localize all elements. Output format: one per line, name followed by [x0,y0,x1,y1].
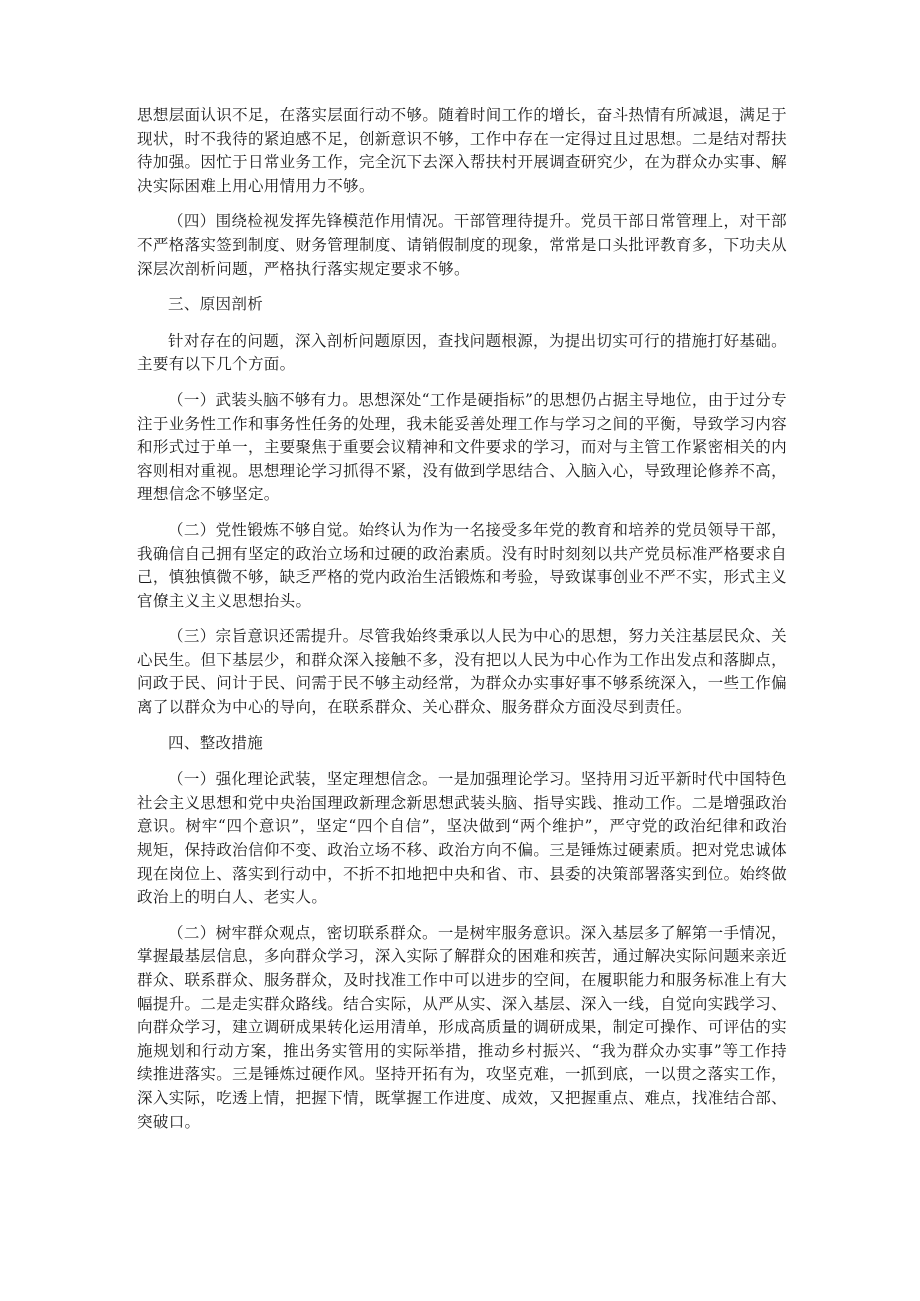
paragraph-section-2-4: （四）围绕检视发挥先锋模范作用情况。干部管理待提升。党员干部日常管理上，对干部不严格落实签到制度、财务管理制度、请销假制度的现象，常常是口头批评教育多，下功夫从深层次剖析问题，严格执行落实规定要求不够。 [137,212,787,278]
paragraph-section-3-3: （三）宗旨意识还需提升。尽管我始终秉承以人民为中心的思想，努力关注基层民众、关心民生。但下基层少，和群众深入接触不多，没有把以人民为中心作为工作出发点和落脚点，问政于民、问计于民、问需于民不够主动经常，为群众办实事好事不够系统深入，一些工作偏离了以群众为中心的导向，在联系群众、关心群众、服务群众方面没尽到责任。 [137,627,787,717]
document-body [137,104,787,1146]
paragraph-section-4-2: （二）树牢群众观点，密切联系群众。一是树牢服务意识。深入基层多了解第一手情况，掌握最基层信息，多向群众学习，深入实际了解群众的困难和疾苦，通过解决实际问题来亲近群众、联系群众、服务群众，及时找准工作中可以进步的空间，在履职能力和服务标准上有大幅提升。二是走实群众路线。结合实际，从严从实、深入基层、深入一线，自觉向实践学习、向群众学习，建立调研成果转化运用清单，形成高质量的调研成果，制定可操作、可评估的实施规划和行动方案，推出务实管用的实际举措，推动乡村振兴、“我为群众办实事”等工作持续推进落实。三是锤炼过硬作风。坚持开拓有为，攻坚克难，一抓到底，一以贯之落实工作，深入实际，吃透上情，把握下情，既掌握工作进度、成效，又把握重点、难点，找准结合部、突破口。 [137,923,787,1131]
paragraph-section-3-1: （一）武装头脑不够有力。思想深处“工作是硬指标”的思想仍占据主导地位，由于过分专注于业务性工作和事务性任务的处理，我未能妥善处理工作与学习之间的平衡，导致学习内容和形式过于单一，主要聚焦于重要会议精神和文件要求的学习，而对与主管工作紧密相关的内容则相对重视。思想理论学习抓得不紧，没有做到学思结合、入脑入心，导致理论修养不高，理想信念不够坚定。 [137,390,787,504]
paragraph-section-3-intro: 针对存在的问题，深入剖析问题原因，查找问题根源，为提出切实可行的措施打好基础。主要有以下几个方面。 [137,331,787,374]
paragraph-section-3-2: （二）党性锻炼不够自觉。始终认为作为一名接受多年党的教育和培养的党员领导干部，我确信自己拥有坚定的政治立场和过硬的政治素质。没有时时刻刻以共产党员标准严格要求自己，慎独慎微不够，缺乏严格的党内政治生活锻炼和考验，导致谋事创业不严不实，形式主义官僚主义主义思想抬头。 [137,520,787,610]
paragraph-section-4-1: （一）强化理论武装，坚定理想信念。一是加强理论学习。坚持用习近平新时代中国特色社会主义思想和党中央治国理政新理念新思想武装头脑、指导实践、推动工作。二是增强政治意识。树牢“四个意识”，坚定“四个自信”，坚决做到“两个维护”，严守党的政治纪律和政治规矩，保持政治信仰不变、政治立场不移、政治方向不偏。三是锤炼过硬素质。把对党忠诚体现在岗位上、落实到行动中，不折不扣地把中央和省、市、县委的决策部署落实到位。始终做政治上的明白人、老实人。 [137,770,787,907]
section-heading-rectification-measures: 四、整改措施 [168,733,264,752]
section-heading-cause-analysis: 三、原因剖析 [168,295,264,314]
paragraph-continuation: 思想层面认识不足，在落实层面行动不够。随着时间工作的增长，奋斗热情有所减退，满足于现状，时不我待的紧迫感不足，创新意识不够，工作中存在一定得过且过思想。二是结对帮扶待加强。因忙于日常业务工作，完全沉下去深入帮扶村开展调查研究少，在为群众办实事、解决实际困难上用心用情用力不够。 [137,106,787,195]
